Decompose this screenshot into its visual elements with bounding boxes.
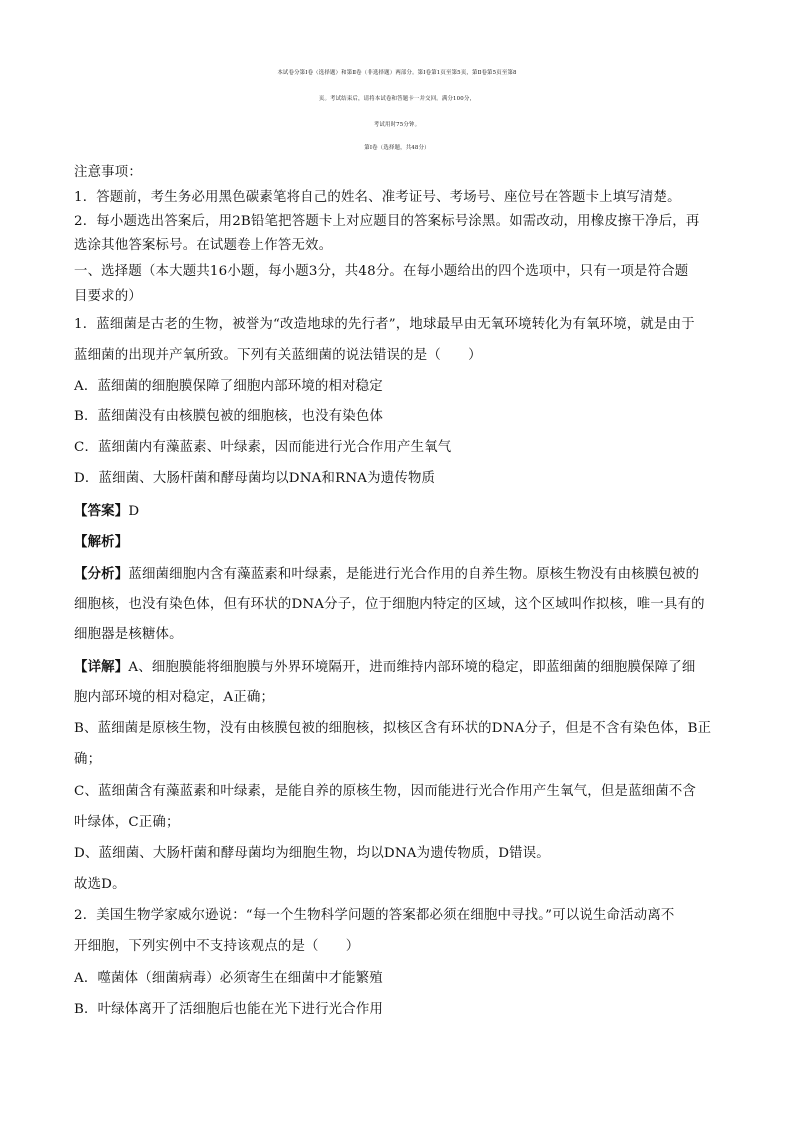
q1-option-c: C．蓝细菌内有藻蓝素、叶绿素，因而能进行光合作用产生氧气: [74, 440, 452, 455]
q1-answer: [74, 502, 139, 521]
intro-line-3: 考试用时75分钟。: [373, 122, 421, 128]
answer-value: D: [128, 504, 140, 519]
q1-detail-b-line-1: B、蓝细菌是原核生物，没有由核膜包被的细胞核，拟核区含有环状的DNA分子，但是不含有染色体，B正: [74, 721, 712, 736]
part1-heading-line-1: 一、选择题（本大题共16小题，每小题3分，共48分。在每小题给出的四个选项中，只有一项是符合题: [74, 264, 689, 279]
q1-detail-b-line-2: 确；: [74, 752, 102, 767]
q1-detail-line-1: [74, 658, 695, 677]
q2-stem-line-1: 2．美国生物学家威尔逊说：“每一个生物科学问题的答案都必须在细胞中寻找。”可以说生命活动离不: [74, 908, 675, 923]
notes-title: 注意事项：: [74, 165, 142, 180]
q1-detail-c-line-2: 叶绿体，C正确；: [74, 815, 180, 830]
intro-line-2: 页。考试结束后，请将本试卷和答题卡一并交回。满分100分，: [318, 96, 476, 102]
part1-heading-line-2: 目要求的）: [74, 289, 142, 304]
q1-stem-line-2: 蓝细菌的出现并产氧所致。下列有关蓝细菌的说法错误的是（ ）: [74, 348, 482, 363]
q1-detail-d: D、蓝细菌、大肠杆菌和酵母菌均为细胞生物，均以DNA为遗传物质，D错误。: [74, 846, 550, 861]
q2-option-a: A．噬菌体（细菌病毒）必须寄生在细菌中才能繁殖: [74, 971, 383, 986]
q1-detail-a-line-2: 胞内部环境的相对稳定，A正确；: [74, 690, 275, 705]
notes-item-1: 1．答题前，考生务必用黑色碳素笔将自己的姓名、准考证号、考场号、座位号在答题卡上填写清楚。: [74, 190, 681, 205]
q1-option-b: B．蓝细菌没有由核膜包被的细胞核，也没有染色体: [74, 409, 384, 424]
analysis-tag: 【解析】: [74, 534, 129, 550]
answer-tag: 【答案】: [74, 503, 129, 519]
q1-fenxi-line-1: [74, 565, 699, 584]
q1-option-a: A．蓝细菌的细胞膜保障了细胞内部环境的相对稳定: [74, 379, 383, 394]
q2-option-b: B．叶绿体离开了活细胞后也能在光下进行光合作用: [74, 1002, 384, 1017]
q1-analysis-heading: [74, 533, 128, 552]
notes-item-2-line-1: 2．每小题选出答案后，用2B铅笔把答题卡上对应题目的答案标号涂黑。如需改动，用橡皮擦干净后，再: [74, 214, 700, 229]
notes-item-2-line-2: 选涂其他答案标号。在试题卷上作答无效。: [74, 238, 333, 253]
q1-conclusion: 故选D。: [74, 877, 126, 892]
section-title: 第Ⅰ卷（选择题，共48分）: [364, 145, 430, 151]
q1-stem-line-1: 1．蓝细菌是古老的生物，被誉为“改造地球的先行者”，地球最早由无氧环境转化为有氧环境，就是由于: [74, 317, 695, 332]
intro-line-1: 本试卷分第Ⅰ卷（选择题）和第Ⅱ卷（非选择题）两部分。第Ⅰ卷第1页至第5页，第Ⅱ卷第5页至第8: [277, 70, 517, 76]
fenxi-text-1: 蓝细菌细胞内含有藻蓝素和叶绿素，是能进行光合作用的自养生物。原核生物没有由核膜包被的: [128, 567, 700, 582]
q2-stem-line-2: 开细胞，下列实例中不支持该观点的是（ ）: [74, 939, 360, 954]
detail-a-text-1: A、细胞膜能将细胞膜与外界环境隔开，进而维持内部环境的稳定，即蓝细菌的细胞膜保障了细: [128, 660, 696, 675]
q1-option-d: D．蓝细菌、大肠杆菌和酵母菌均以DNA和RNA为遗传物质: [74, 471, 436, 486]
detail-tag: 【详解】: [74, 659, 129, 675]
q1-fenxi-line-2: 细胞核，也没有染色体，但有环状的DNA分子，位于细胞内特定的区域，这个区域叫作拟核，唯一具有的: [74, 597, 705, 612]
fenxi-tag: 【分析】: [74, 566, 129, 582]
q1-detail-c-line-1: C、蓝细菌含有藻蓝素和叶绿素，是能自养的原核生物，因而能进行光合作用产生氧气，但是蓝细菌不含: [74, 784, 697, 799]
q1-fenxi-line-3: 细胞器是核糖体。: [74, 627, 183, 642]
